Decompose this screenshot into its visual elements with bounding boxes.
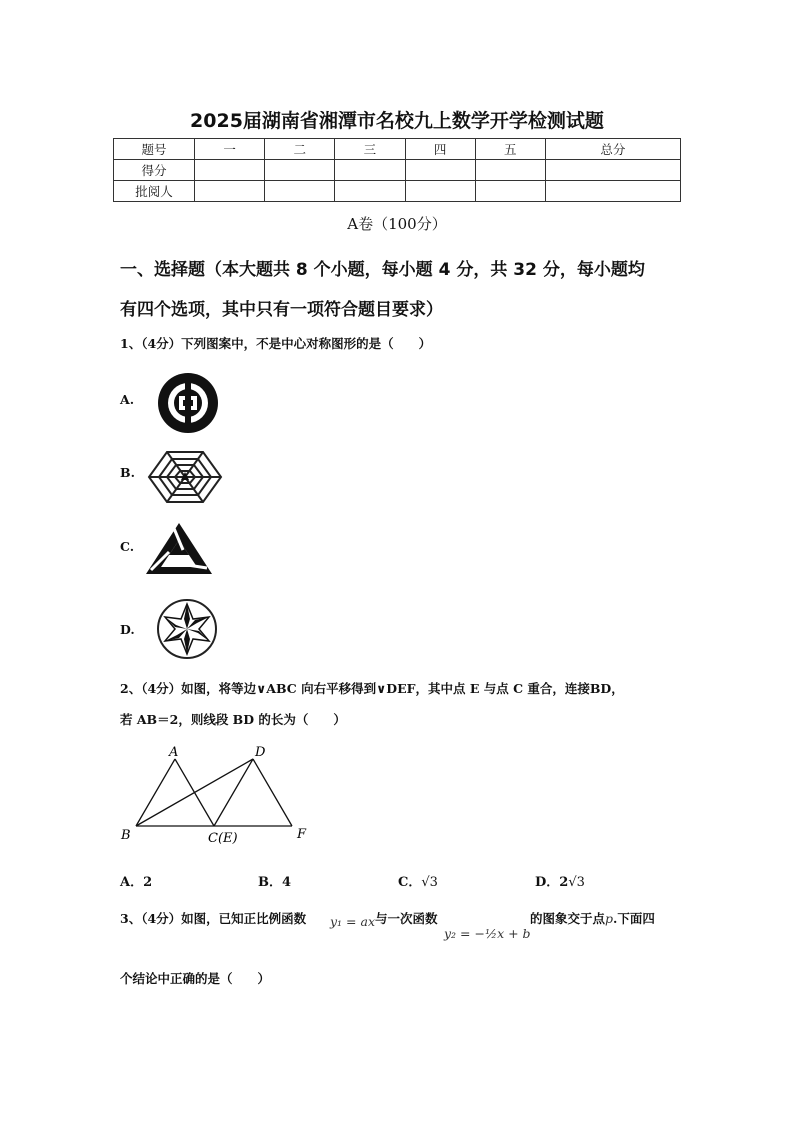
hexagon-web-icon <box>145 450 225 504</box>
score-table-header-row <box>114 139 681 160</box>
reviewer-row <box>114 181 681 202</box>
row-label: 得分 <box>114 160 195 181</box>
q2-line2: 若 AB＝2，则线段 BD 的长为（ ） <box>120 712 346 727</box>
score-cell <box>265 160 335 181</box>
q3-line2: 个结论中正确的是（ ） <box>120 971 271 986</box>
q3-stem-part1: 3、（4分）如图，已知正比例函数 <box>120 911 307 926</box>
reviewer-cell <box>405 181 475 202</box>
q1-option-a-label: A. <box>120 392 135 407</box>
point-p: p <box>605 911 614 926</box>
part1-heading-line1: 一、选择题（本大题共 8 个小题，每小题 4 分，共 32 分，每小题均 <box>120 260 645 280</box>
score-row <box>114 160 681 181</box>
choice-label: C． <box>398 875 422 890</box>
score-cell <box>475 160 545 181</box>
q1-stem: 1、（4分）下列图案中，不是中心对称图形的是（ ） <box>120 336 432 351</box>
header-cell: 四 <box>405 139 475 160</box>
q1-option-c-label: C. <box>120 539 135 554</box>
six-point-star-circle-icon <box>147 598 227 660</box>
score-cell <box>405 160 475 181</box>
header-cell: 题号 <box>114 139 195 160</box>
header-cell: 总分 <box>545 139 680 160</box>
label-d: D <box>255 745 266 760</box>
bank-coin-logo-icon <box>153 370 223 436</box>
q2-choice-c <box>398 871 438 890</box>
reviewer-cell <box>335 181 405 202</box>
score-table <box>113 138 681 202</box>
q2-choice-b: B．4 <box>258 875 292 890</box>
q1-option-b-label: B. <box>120 465 135 480</box>
q2-choice-a: A．2 <box>120 875 153 890</box>
page-title: 2025届湖南省湘潭市名校九上数学开学检测试题 <box>190 110 604 132</box>
score-cell <box>335 160 405 181</box>
section-a-heading: A卷（100分） <box>347 215 447 233</box>
q3-stem-part3: 的图象交于点p.下面四 <box>530 911 655 926</box>
triangle-arrows-icon <box>143 520 215 578</box>
reviewer-cell <box>475 181 545 202</box>
reviewer-cell <box>195 181 265 202</box>
header-cell: 一 <box>195 139 265 160</box>
row-label: 批阅人 <box>114 181 195 202</box>
segment-ed <box>214 759 253 826</box>
header-cell: 三 <box>335 139 405 160</box>
segment-df <box>253 759 292 826</box>
segment-ab <box>136 759 175 826</box>
q3-formula-y1: y₁ = ax <box>330 914 375 929</box>
q2-choice-d <box>535 871 585 890</box>
segment-bd <box>136 759 253 826</box>
label-a: A <box>169 745 179 760</box>
q1-option-d-label: D. <box>120 622 135 637</box>
header-cell: 二 <box>265 139 335 160</box>
score-cell <box>545 160 680 181</box>
sqrt-value: √3 <box>421 875 438 890</box>
header-cell: 五 <box>475 139 545 160</box>
reviewer-cell <box>265 181 335 202</box>
sqrt-value: √3 <box>568 875 585 890</box>
label-c-e: C(E) <box>208 831 238 846</box>
label-f: F <box>297 827 307 842</box>
choice-label: D．2 <box>535 875 569 890</box>
part1-heading-line2: 有四个选项，其中只有一项符合题目要求） <box>120 300 443 320</box>
score-cell <box>195 160 265 181</box>
q3-formula-y2: y₂ = −½x + b <box>444 926 531 941</box>
label-b: B <box>121 828 131 843</box>
q2-triangle-figure <box>115 742 325 847</box>
reviewer-cell <box>545 181 680 202</box>
q2-line1: 2、（4分）如图，将等边∨ABC 向右平移得到∨DEF，其中点 E 与点 C 重合，连接BD， <box>120 681 624 696</box>
q3-stem-part2: 与一次函数 <box>375 911 438 926</box>
